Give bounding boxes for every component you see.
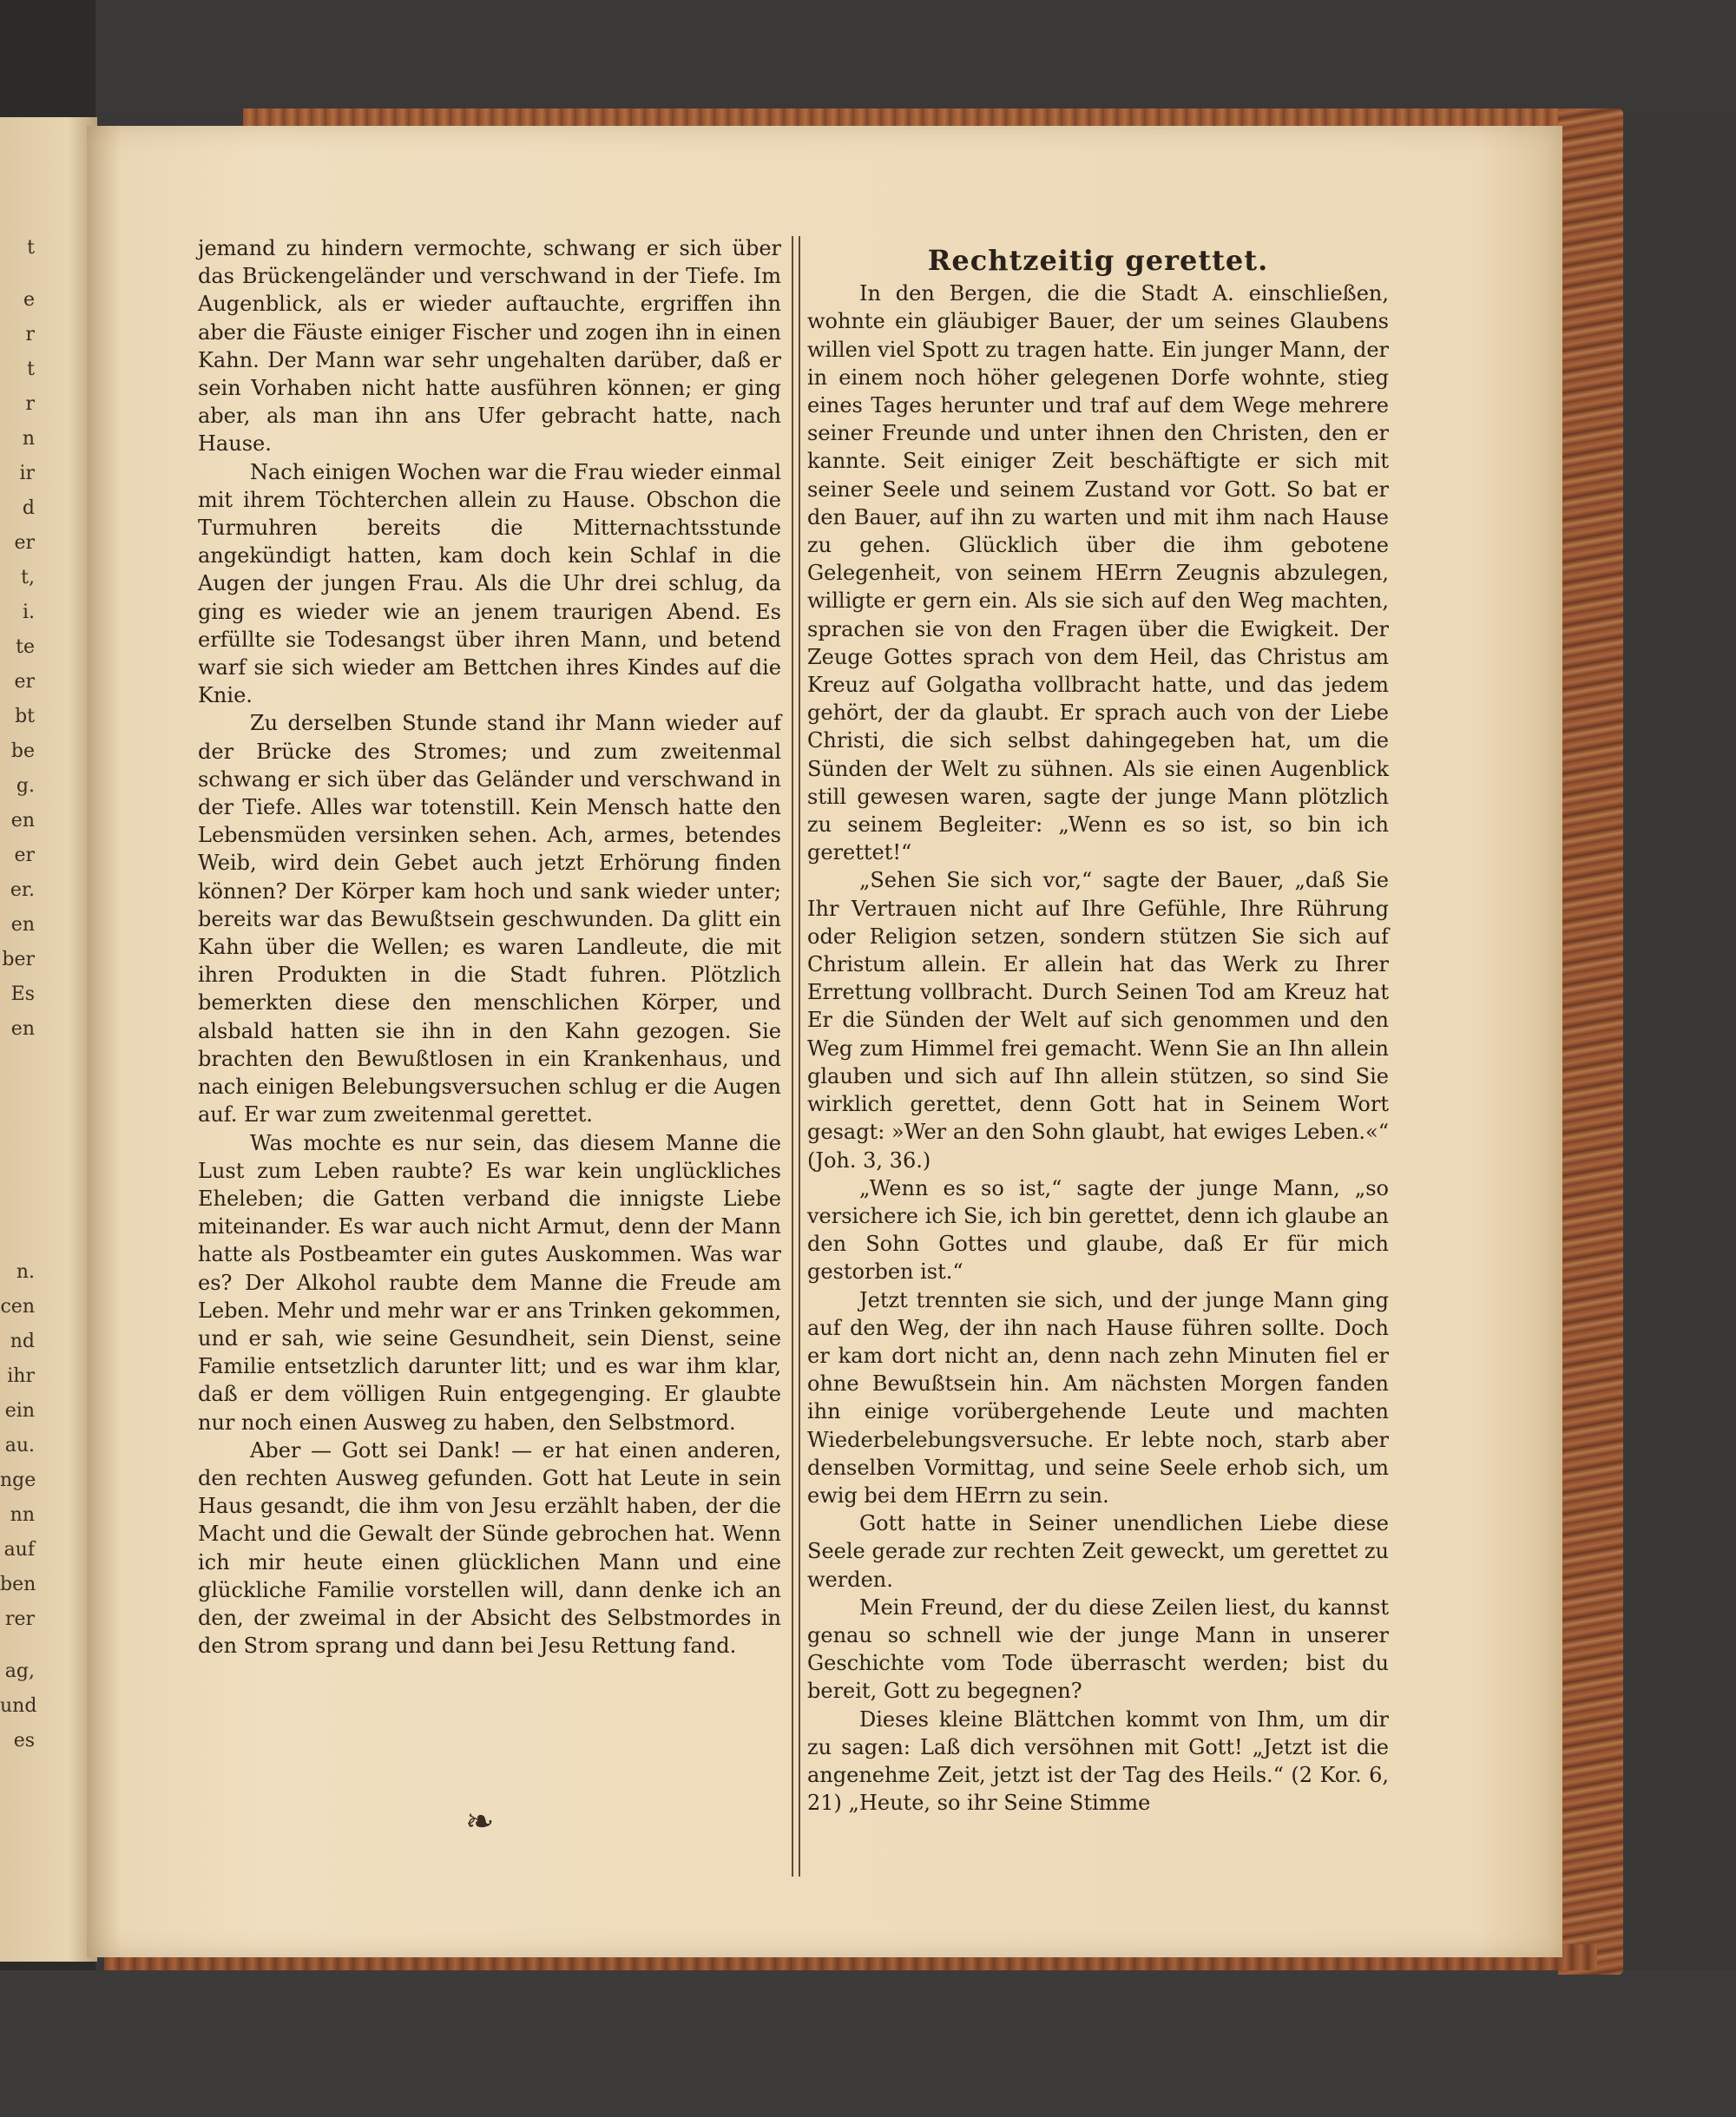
- paragraph: Aber — Gott sei Dank! — er hat einen anderen, den rechten Ausweg gefunden. Gott hat Leute in sein Haus gesandt, die ihm von Jesu erzählt haben, der die Macht und die Gewalt der Sünde gebrochen hat. Wenn ich mir heute einen glücklichen Mann und eine glückliche Familie vorstellen will, dann denke ich an den, der zweimal in der Absicht des Selbstmordes in den Strom sprang und dann bei Jesu Rettung fand.: [198, 1437, 781, 1659]
- previous-page-fragment: nn: [10, 1504, 35, 1526]
- column-divider: [792, 236, 800, 1877]
- previous-page-fragment: t: [27, 358, 35, 380]
- paragraph: Zu derselben Stunde stand ihr Mann wieder auf der Brücke des Stromes; und zum zweitenmal schwang er sich über das Geländer und verschwand in der Tiefe. Alles war totenstill. Kein Mensch hatte den Lebensmüden versinken sehen. Ach, armes, betendes Weib, wird dein Gebet auch jetzt Erhörung finden können? Der Körper kam hoch und sank wieder unter; bereits war das Bewußtsein geschwunden. Da glitt ein Kahn über die Wellen; es waren Landleute, die mit ihren Produkten in die Stadt fuhren. Plötzlich bemerkten diese den menschlichen Körper, und alsbald hatten sie ihn in den Kahn gezogen. Sie brachten den Bewußtlosen in ein Krankenhaus, und nach einigen Belebungsversuchen schlug er die Augen auf. Er war zum zweitenmal gerettet.: [198, 711, 781, 1128]
- previous-page-fragment: d: [22, 497, 35, 519]
- previous-page-fragment: au.: [4, 1435, 35, 1456]
- background-bottom: [0, 1970, 1736, 2117]
- book-cover-right-edge: [1558, 108, 1623, 1975]
- paragraph: „Sehen Sie sich vor,“ sagte der Bauer, „daß Sie Ihr Vertrauen nicht auf Ihre Gefühle, Ihre Rührung oder Religion setzen, sondern stützen Sie sich auf Christum allein. Er allein hat das Werk zu Ihrer Errettung vollbracht. Durch Seinen Tod am Kreuz hat Er die Sünden der Welt auf sich genommen und den Weg zum Himmel frei gemacht. Wenn Sie an Ihn allein glauben und sich auf Ihn allein stützen, so sind Sie wirklich gerettet, denn Gott hat in Seinem Wort gesagt: »Wer an den Sohn glaubt, hat ewiges Leben.«“ (Joh. 3, 36.): [807, 868, 1389, 1173]
- paragraph: „Wenn es so ist,“ sagte der junge Mann, „so versichere ich Sie, ich bin gerettet, denn ich glaube an den Sohn Gottes und glaube, daß Er für mich gestorben ist.“: [807, 1175, 1389, 1285]
- article-title: Rechtzeitig gerettet.: [927, 244, 1269, 277]
- previous-page-fragment: en: [10, 1018, 35, 1040]
- previous-page-fragment: ag,: [4, 1660, 35, 1682]
- previous-page-fragment: ber: [2, 949, 35, 970]
- previous-page-fragment: er: [14, 532, 35, 554]
- previous-page-fragment: t: [27, 237, 35, 259]
- previous-page-fragment: be: [10, 740, 35, 762]
- previous-page-fragment: nd: [10, 1331, 35, 1352]
- previous-page-fragment: i.: [22, 602, 35, 623]
- previous-page-fragment: nge: [0, 1469, 36, 1491]
- paragraph: Gott hatte in Seiner unendlichen Liebe diese Seele gerade zur rechten Zeit geweckt, um gerettet zu werden.: [807, 1511, 1389, 1592]
- previous-page-fragment: ben: [0, 1574, 36, 1595]
- paragraph: jemand zu hindern vermochte, schwang er sich über das Brückengeländer und verschwand in der Tiefe. Im Augenblick, als er wieder auftauchte, ergriffen ihn aber die Fäuste einiger Fischer und zogen ihn in einen Kahn. Der Mann war sehr ungehalten darüber, daß er sein Vorhaben nicht hatte ausführen können; er ging aber, als man ihn ans Ufer gebracht hatte, nach Hause.: [198, 236, 781, 457]
- previous-page-fragment: n.: [16, 1261, 35, 1283]
- previous-page-fragment: r: [25, 393, 35, 415]
- previous-page-sliver: [0, 117, 97, 1962]
- paragraph: Nach einigen Wochen war die Frau wieder einmal mit ihrem Töchterchen allein zu Hause. Obschon die Turmuhren bereits die Mitternachtsstunde angekündigt hatten, kam doch kein Schlaf in die Augen der jungen Frau. Als die Uhr drei schlug, da ging es wieder wie an jenem traurigen Abend. Es erfüllte sie Todesangst über ihren Mann, und betend warf sie sich wieder am Bettchen ihres Kindes auf die Knie.: [198, 459, 781, 708]
- previous-page-fragment: te: [16, 636, 35, 658]
- paragraph: In den Bergen, die die Stadt A. einschließen, wohnte ein gläubiger Bauer, der um seines Glaubens willen viel Spott zu tragen hatte. Ein junger Mann, der in einem noch höher gelegenen Dorfe wohnte, stieg eines Tages herunter und traf auf dem Wege mehrere seiner Freunde und unter ihnen den Christen, den er kannte. Seit einiger Zeit beschäftigte er sich mit seiner Seele und seinem Zustand vor Gott. So bat er den Bauer, auf ihn zu warten und mit ihm nach Hause zu gehen. Glücklich über die ihm gebotene Gelegenheit, von seinem HErrn Zeugnis abzulegen, willigte er gern ein. Als sie sich auf den Weg machten, sprachen sie von den Fragen über die Ewigkeit. Der Zeuge Gottes sprach von dem Heil, das Christus am Kreuz auf Golgatha vollbracht hatte, und das jedem gehört, der da glaubt. Er sprach auch von der Liebe Christi, die sich selbst dahingegeben hat, um die Sünden der Welt zu sühnen. Als sie einen Augenblick still gewesen waren, sagte der junge Mann plötzlich zu seinem Begleiter: „Wenn es so ist, so bin ich gerettet!“: [807, 281, 1389, 865]
- right-column: [807, 234, 1389, 1817]
- previous-page-fragment: rer: [4, 1608, 35, 1630]
- paragraph: Was mochte es nur sein, das diesem Manne die Lust zum Leben raubte? Es war kein unglückliches Eheleben; die Gatten verband die innigste Liebe miteinander. Es war auch nicht Armut, denn der Mann hatte als Postbeamter ein gutes Auskommen. Was war es? Der Alkohol raubte dem Manne die Freude am Leben. Mehr und mehr war er ans Trinken gekommen, und er sah, wie seine Gesundheit, sein Dienst, seine Familie entsetzlich darunter litt; und es war ihm klar, daß er dem völligen Ruin entgegenging. Er glaubte nur noch einen Ausweg zu haben, den Selbstmord.: [198, 1130, 781, 1435]
- left-column: [198, 234, 781, 1660]
- previous-page-fragment: ein: [4, 1400, 35, 1422]
- previous-page-fragment: ihr: [7, 1365, 35, 1387]
- previous-page-fragment: e: [23, 289, 35, 311]
- previous-page-fragment: n: [22, 428, 35, 450]
- background-top: [0, 0, 1736, 113]
- previous-page-fragment: en: [10, 810, 35, 832]
- book-cover-top-edge: [243, 108, 1580, 128]
- previous-page-fragment: es: [13, 1730, 35, 1752]
- previous-page-fragment: ir: [19, 463, 35, 484]
- paragraph: Mein Freund, der du diese Zeilen liest, du kannst genau so schnell wie der junge Mann in unserer Geschichte vom Tode überrascht werden; bist du bereit, Gott zu begegnen?: [807, 1594, 1389, 1704]
- previous-page-fragment: und: [0, 1695, 37, 1717]
- previous-page-fragment: bt: [15, 706, 35, 727]
- previous-page-fragment: cen: [0, 1296, 35, 1318]
- previous-page-fragment: r: [25, 324, 35, 345]
- previous-page-fragment: er: [14, 845, 35, 866]
- paragraph: Dieses kleine Blättchen kommt von Ihm, um dir zu sagen: Laß dich versöhnen mit Gott! „Jetzt ist die angenehme Zeit, jetzt ist der Tag des Heils.“ (2 Kor. 6, 21) „Heute, so ihr Seine Stimme: [807, 1706, 1389, 1816]
- previous-page-fragment: auf: [3, 1539, 35, 1561]
- previous-page-fragment: er: [14, 671, 35, 693]
- paragraph: Jetzt trennten sie sich, und der junge Mann ging auf den Weg, der ihn nach Hause führen sollte. Doch er kam dort nicht an, denn nach zehn Minuten fiel er ohne Bewußtsein hin. Am nächsten Morgen fanden ihn einige vorübergehende Leute und machten Wiederbelebungsversuche. Er lebte noch, starb aber denselben Vormittag, und seine Seele erhob sich, um ewig bei dem HErrn zu sein.: [807, 1287, 1389, 1508]
- previous-page-fragment: t,: [21, 567, 35, 588]
- previous-page-fragment: er.: [10, 879, 35, 901]
- previous-page-fragment: Es: [10, 983, 35, 1005]
- ornament-glyph: ❧: [465, 1802, 495, 1842]
- previous-page-fragment: en: [10, 914, 35, 936]
- previous-page-fragment: g.: [16, 775, 35, 797]
